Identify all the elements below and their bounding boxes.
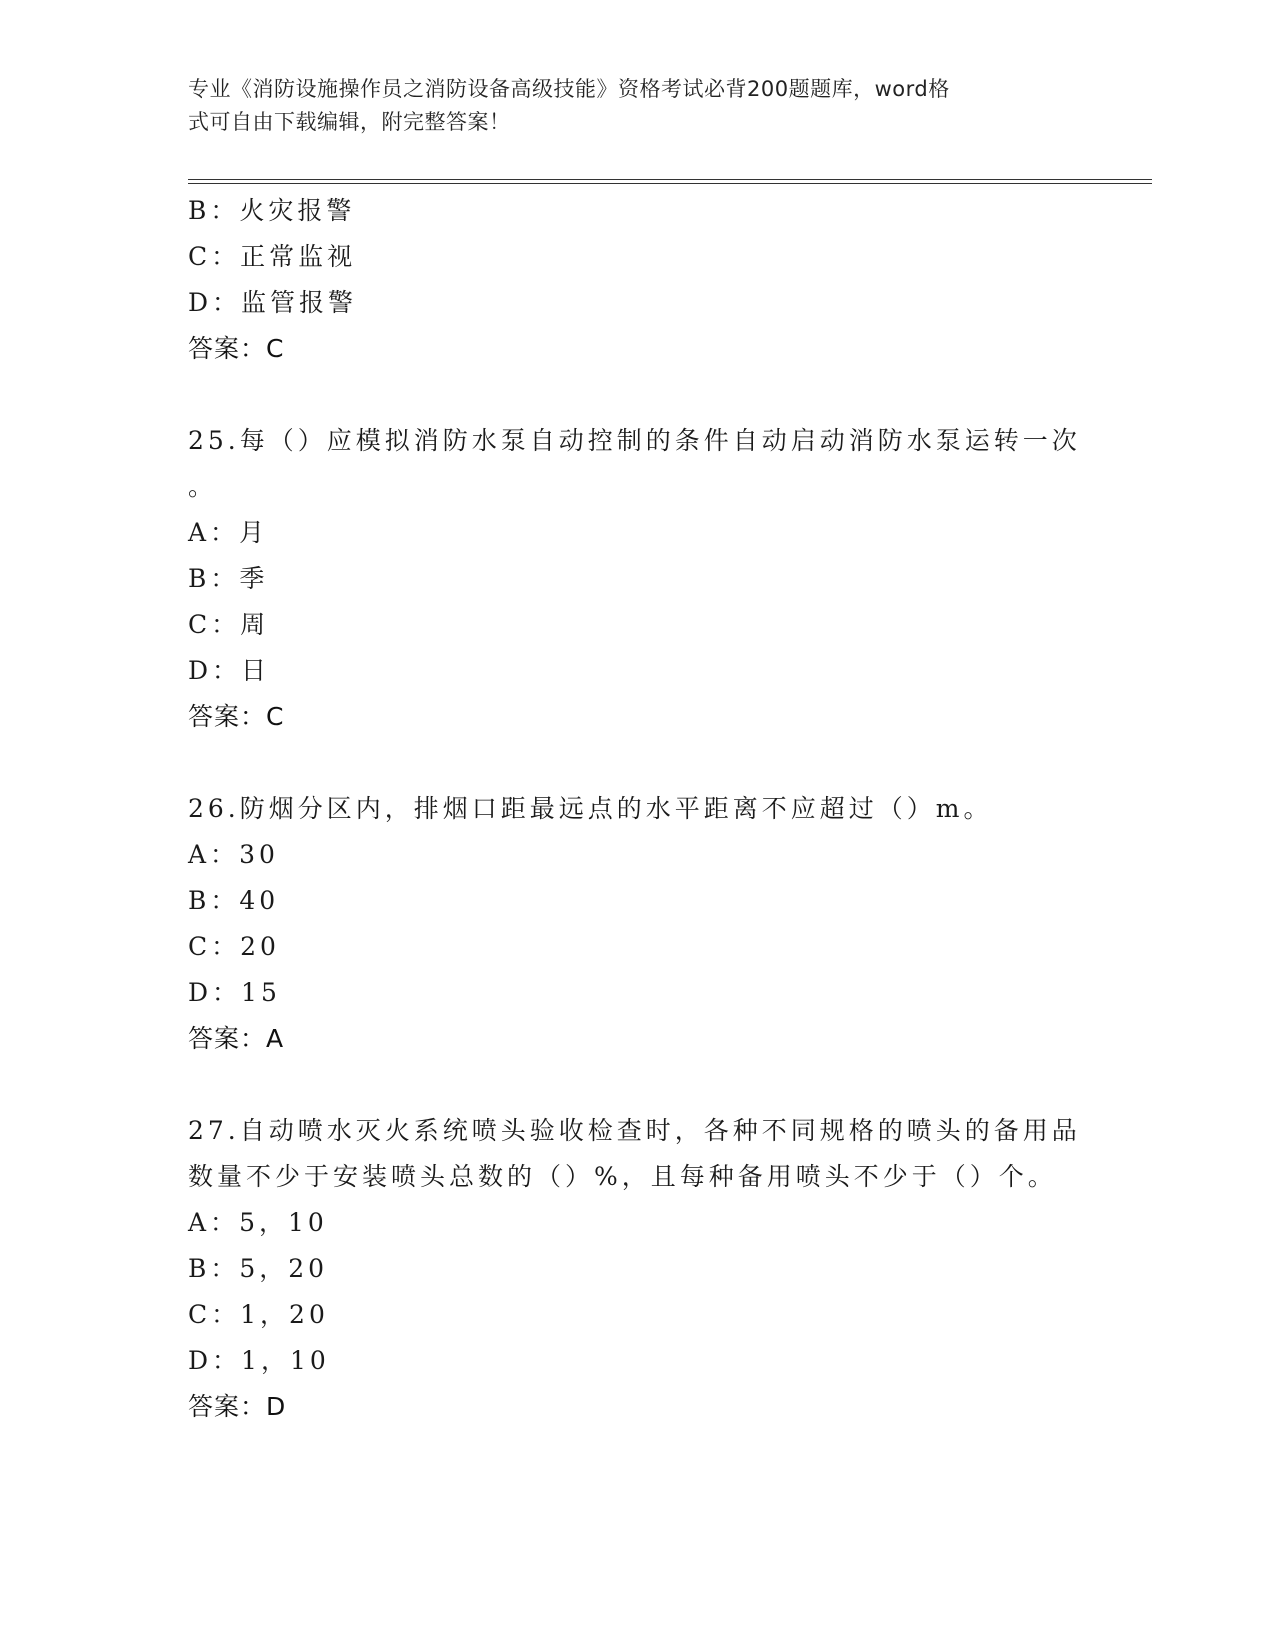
option-label: A： (188, 518, 240, 547)
answer-line: 答案：A (188, 1024, 285, 1053)
option-text: 5，20 (239, 1254, 329, 1283)
option-text: 15 (241, 978, 281, 1007)
option-label: B： (188, 1254, 240, 1283)
option-label: A： (188, 1208, 240, 1237)
option-text: 监管报警 (241, 288, 358, 317)
option-text: 20 (240, 932, 280, 961)
option-label: D： (188, 288, 242, 317)
option-c (188, 1292, 1088, 1338)
question-27 (188, 1108, 1088, 1430)
question-26 (188, 786, 1088, 1062)
option-label: B： (188, 886, 240, 915)
option-text: 周 (240, 610, 270, 639)
option-label: D： (188, 978, 242, 1007)
header-divider-bottom (188, 183, 1152, 184)
option-text: 火灾报警 (239, 196, 356, 225)
option-c (188, 234, 1088, 280)
option-text: 5，10 (239, 1208, 328, 1237)
option-label: A： (188, 840, 240, 869)
option-d (188, 1338, 1088, 1384)
header-line-1: 专业《消防设施操作员之消防设备高级技能》资格考试必背200题题库，word格 (188, 77, 950, 101)
question-content (188, 188, 1088, 1430)
header-line-2: 式可自由下载编辑，附完整答案！ (188, 110, 511, 134)
option-b (188, 878, 1088, 924)
option-text: 1，10 (241, 1346, 330, 1375)
option-c (188, 602, 1088, 648)
option-a (188, 832, 1088, 878)
option-d (188, 648, 1088, 694)
answer-line: 答案：C (188, 334, 285, 363)
question-stem-line: 25.每（）应模拟消防水泵自动控制的条件自动启动消防水泵运转一次 (188, 426, 1081, 455)
option-label: B： (188, 196, 240, 225)
document-header (188, 73, 1068, 139)
option-label: C： (188, 932, 241, 961)
option-b (188, 556, 1088, 602)
question-stem-line: 26.防烟分区内，排烟口距最远点的水平距离不应超过（）m。 (188, 794, 993, 823)
option-a (188, 510, 1088, 556)
option-d (188, 280, 1088, 326)
question-25 (188, 418, 1088, 740)
question-stem-line: 。 (188, 472, 218, 501)
option-label: C： (188, 610, 241, 639)
option-label: C： (188, 242, 241, 271)
option-b (188, 1246, 1088, 1292)
option-text: 40 (239, 886, 280, 915)
option-c (188, 924, 1088, 970)
option-text: 30 (239, 840, 279, 869)
option-text: 日 (241, 656, 271, 685)
question-stem-line: 27.自动喷水灭火系统喷头验收检查时，各种不同规格的喷头的备用品 (188, 1116, 1081, 1145)
option-text: 正常监视 (240, 242, 357, 271)
option-text: 1，20 (240, 1300, 329, 1329)
option-d (188, 970, 1088, 1016)
option-a (188, 1200, 1088, 1246)
option-label: D： (188, 1346, 242, 1375)
carryover-question (188, 188, 1088, 372)
question-stem-line: 数量不少于安装喷头总数的（）%，且每种备用喷头不少于（）个。 (188, 1162, 1057, 1191)
option-text: 月 (239, 518, 269, 547)
answer-line: 答案：D (188, 1392, 287, 1421)
header-divider-top (188, 179, 1152, 180)
answer-line: 答案：C (188, 702, 285, 731)
option-label: B： (188, 564, 240, 593)
option-label: C： (188, 1300, 241, 1329)
option-label: D： (188, 656, 242, 685)
option-b (188, 188, 1088, 234)
option-text: 季 (239, 564, 269, 593)
